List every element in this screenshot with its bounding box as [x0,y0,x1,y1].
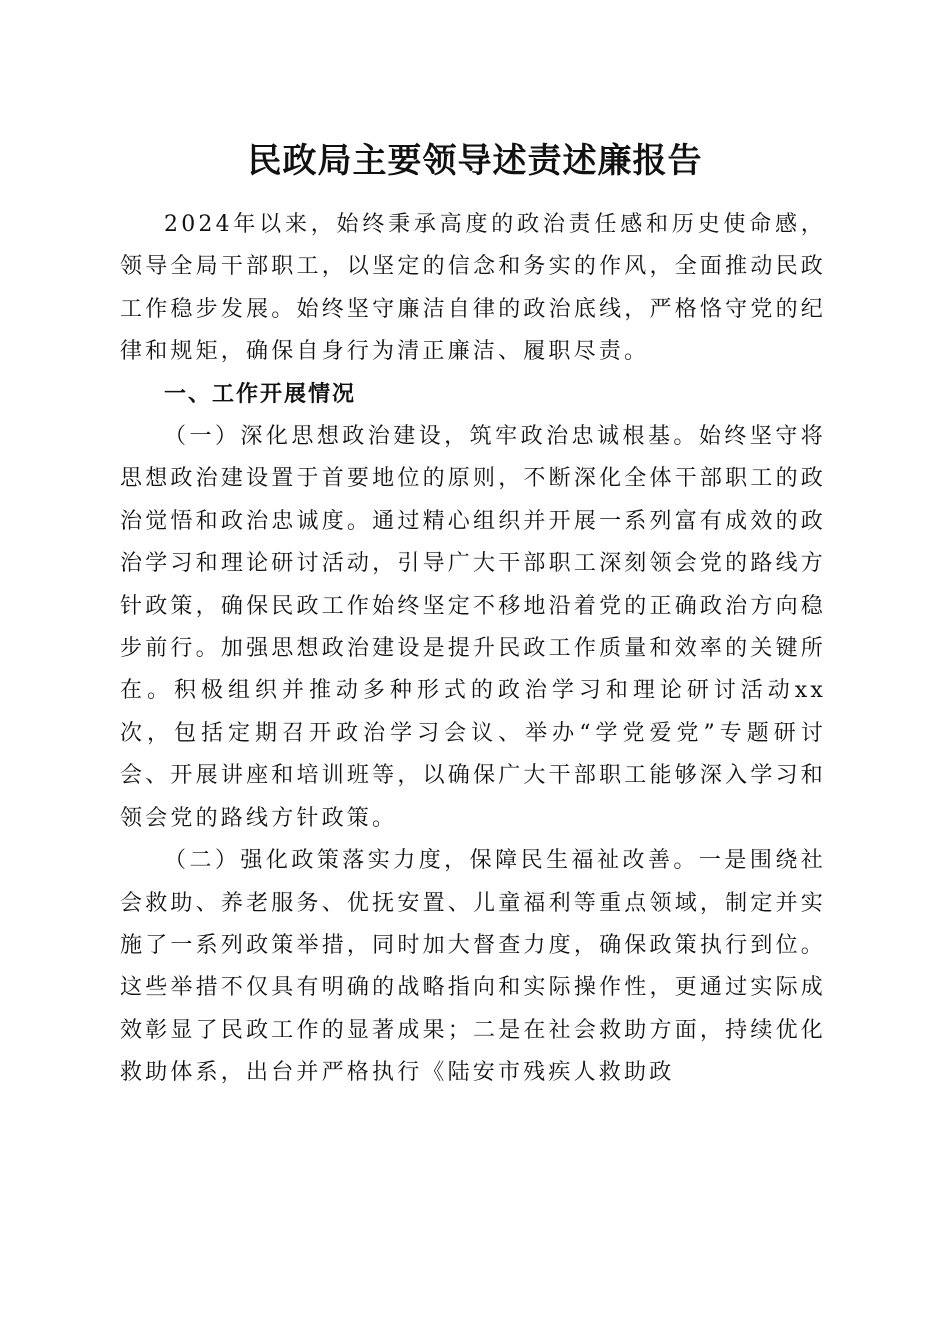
section-heading: 一、工作开展情况 [164,381,357,407]
subsection-2-paragraph [120,840,826,1094]
intro-paragraph: 2024年以来，始终秉承高度的政治责任感和历史使命感，领导全局干部职工，以坚定的信念和务实的作风，全面推动民政工作稳步发展。始终坚守廉洁自律的政治底线，严格恪守党的纪律和规矩，确保自身行为清正廉洁、履职尽责。 [120,212,826,365]
subsection-1-text: 始终坚守将思想政治建设置于首要地位的原则，不断深化全体干部职工的政治觉悟和政治忠诚度。通过精心组织并开展一系列富有成效的政治学习和理论研讨活动，引导广大干部职工深刻领会党的路线方针政策，确保民政工作始终坚定不移地沿着党的正确政治方向稳步前行。加强思想政治建设是提升民政工作质量和效率的关键所在。积极组织并推动多种形式的政治学习和理论研讨活动xx次，包括定期召开政治学习会议、举办“学党爱党”专题研讨会、开展讲座和培训班等，以确保广大干部职工能够深入学习和领会党的路线方针政策。 [120,424,826,831]
subsection-2-text: 一是围绕社会救助、养老服务、优抚安置、儿童福利等重点领域，制定并实施了一系列政策举措，同时加大督查力度，确保政策执行到位。这些举措不仅具有明确的战略指向和实际操作性，更通过实际成效彰显了民政工作的显著成果；二是在社会救助方面，持续优化救助体系，出台并严格执行《陆安市残疾人救助政 [120,848,826,1086]
subsection-1-paragraph [120,416,826,840]
subsection-1-lead: （一）深化思想政治建设，筑牢政治忠诚根基。 [164,424,699,450]
document-body [120,204,826,1095]
subsection-2-lead: （二）强化政策落实力度，保障民生福祉改善。 [164,848,699,874]
document-title: 民政局主要领导述责述廉报告 [247,141,703,181]
